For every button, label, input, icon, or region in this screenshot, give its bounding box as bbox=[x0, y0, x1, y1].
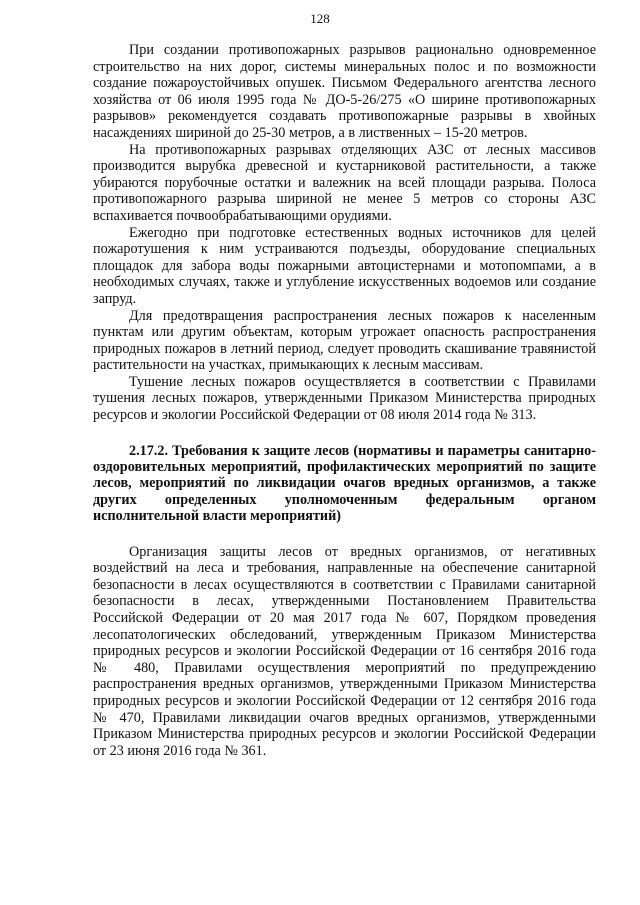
paragraph-firebreaks: При создании противопожарных разрывов рационально одновременное строительство на них дорог, системы минеральных полос и по возможности создание пожароустойчивых опушек. Письмом Федерального агентства лесного хозяйства от 06 июля 1995 года № ДО-5-26/275 «О ширине противопожарных разрывов» рекомендуется создавать противопожарные разрывы в хвойных насаждениях шириной до 25-30 метров, а в лиственных – 15-20 метров. bbox=[93, 42, 596, 141]
paragraph-settlement-protection: Для предотвращения распространения лесных пожаров к населенным пунктам или другим объектам, которым угрожает опасность распространения природных пожаров в летний период, следует проводить скашивание травянистой растительности на участках, примыкающих к лесным массивам. bbox=[93, 307, 596, 374]
paragraph-forest-protection: Организация защиты лесов от вредных организмов, от негативных воздействий на леса и требования, направленные на обеспечение санитарной безопасности в лесах осуществляются в соответствии с Правилами санитарной безопасности в лесах, утвержденными Постановлением Правительства Российской Федерации от 20 мая 2017 года № 607, Порядком проведения лесопатологических обследований, утвержденным Приказом Министерства природных ресурсов и экологии Российской Федерации от 16 сентября 2016 года № 480, Правилами осуществления мероприятий по предупреждению распространения вредных организмов, утвержденными Приказом Министерства природных ресурсов и экологии Российской Федерации от 12 сентября 2016 года № 470, Правилами ликвидации очагов вредных организмов, утвержденными Приказом Министерства природных ресурсов и экологии Российской Федерации от 23 июня 2016 года № 361. bbox=[93, 543, 596, 759]
paragraph-gas-station-firebreaks: На противопожарных разрывах отделяющих АЗС от лесных массивов производится вырубка древесной и кустарниковой растительности, а также убираются порубочные остатки и валежник на всей площади разрыва. Полоса противопожарного разрыва шириной не менее 5 метров со стороны АЗС вспахивается почвообрабатывающими орудиями. bbox=[93, 141, 596, 224]
page-number: 128 bbox=[310, 11, 330, 26]
paragraph-water-sources: Ежегодно при подготовке естественных водных источников для целей пожаротушения к ним устраиваются подъезды, оборудование специальных площадок для забора воды пожарными автоцистернами и мотопомпами, а в необходимых случаях, также и углубление искусственных водоемов или создание запруд. bbox=[93, 224, 596, 307]
page-body bbox=[93, 42, 596, 759]
paragraph-fire-suppression-rules: Тушение лесных пожаров осуществляется в соответствии с Правилами тушения лесных пожаров, утвержденными Приказом Министерства природных ресурсов и экологии Российской Федерации от 08 июля 2014 года № 313. bbox=[93, 373, 596, 424]
section-heading: 2.17.2. Требования к защите лесов (нормативы и параметры санитарно-оздоровительных мероприятий, профилактических мероприятий по защите лесов, мероприятий по ликвидации очагов вредных организмов, а также других определенных уполномоченным федеральным органом исполнительной власти мероприятий) bbox=[93, 442, 596, 525]
